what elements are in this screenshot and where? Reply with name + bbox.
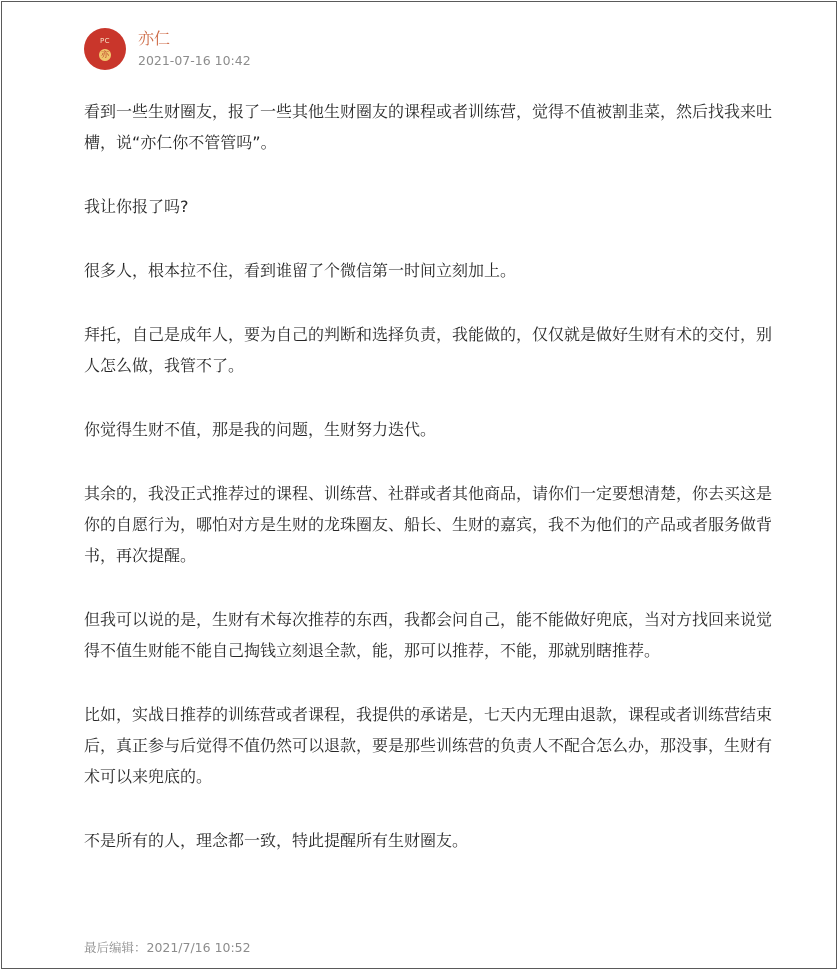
avatar-logo-text: PC bbox=[99, 37, 111, 45]
post-body bbox=[84, 96, 784, 889]
paragraph: 你觉得生财不值，那是我的问题，生财努力迭代。 bbox=[84, 420, 437, 439]
post-timestamp: 2021-07-16 10:42 bbox=[138, 53, 251, 68]
avatar[interactable] bbox=[84, 28, 126, 70]
avatar-seal-icon: 亦 bbox=[101, 50, 109, 59]
paragraph: 很多人，根本拉不住，看到谁留了个微信第一时间立刻加上。 bbox=[84, 261, 517, 280]
paragraph: 其余的，我没正式推荐过的课程、训练营、社群或者其他商品，请你们一定要想清楚，你去买这是你的自愿行为，哪怕对方是生财的龙珠圈友、船长、生财的嘉宾，我不为他们的产品或者服务做背书，再次提醒。 bbox=[84, 484, 773, 565]
last-edited-info: 最后编辑：2021/7/16 10:52 bbox=[84, 940, 251, 955]
paragraph: 拜托，自己是成年人，要为自己的判断和选择负责，我能做的，仅仅就是做好生财有术的交付，别人怎么做，我管不了。 bbox=[84, 325, 773, 375]
post-card bbox=[1, 1, 837, 969]
post-meta bbox=[138, 29, 251, 69]
paragraph: 我让你报了吗? bbox=[84, 197, 189, 216]
author-name[interactable]: 亦仁 bbox=[138, 29, 171, 48]
paragraph: 看到一些生财圈友，报了一些其他生财圈友的课程或者训练营，觉得不值被割韭菜，然后找我来吐槽，说“亦仁你不管管吗”。 bbox=[84, 102, 773, 152]
post-header bbox=[84, 25, 251, 73]
paragraph: 比如，实战日推荐的训练营或者课程，我提供的承诺是，七天内无理由退款，课程或者训练营结束后，真正参与后觉得不值仍然可以退款，要是那些训练营的负责人不配合怎么办，那没事，生财有术可以来兜底的。 bbox=[84, 705, 773, 786]
paragraph: 不是所有的人，理念都一致，特此提醒所有生财圈友。 bbox=[84, 831, 469, 850]
paragraph: 但我可以说的是，生财有术每次推荐的东西，我都会问自己，能不能做好兜底，当对方找回来说觉得不值生财能不能自己掏钱立刻退全款，能，那可以推荐，不能，那就别瞎推荐。 bbox=[84, 610, 773, 660]
